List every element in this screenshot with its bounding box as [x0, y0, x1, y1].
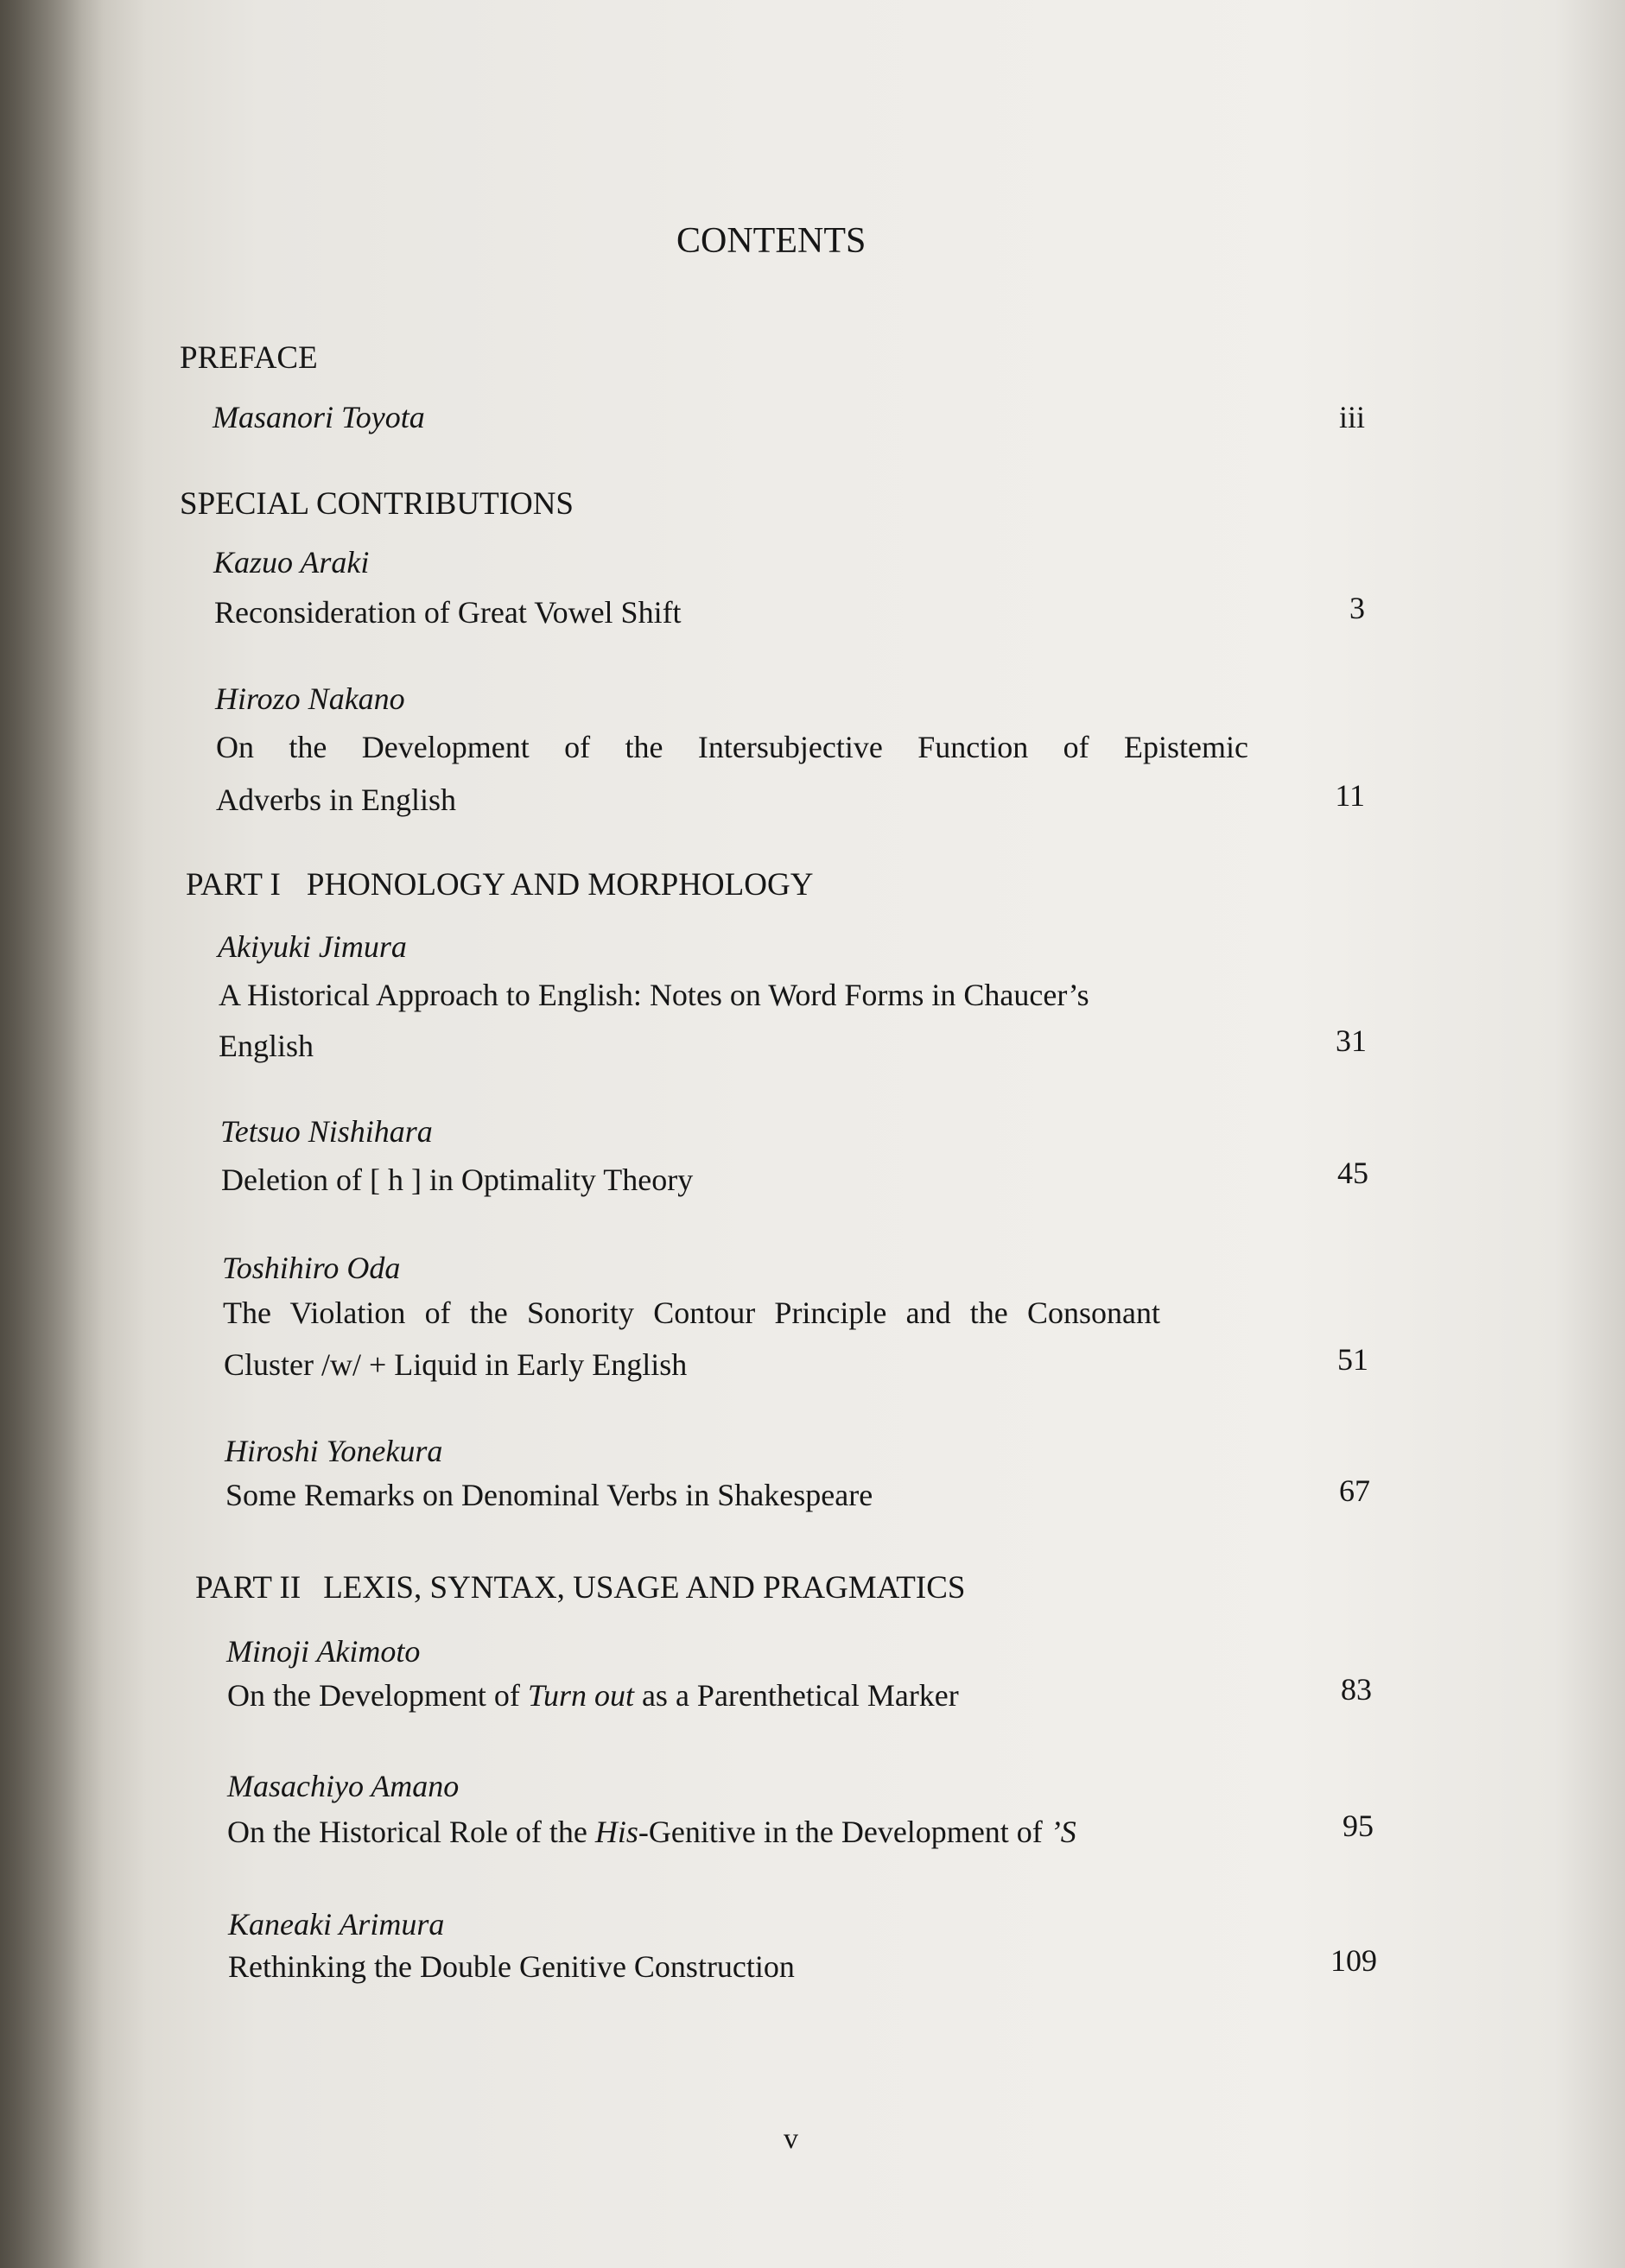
title-italic-term: His — [594, 1815, 638, 1849]
toc-author: Tetsuo Nishihara — [220, 1114, 433, 1149]
toc-page-number: 109 — [1330, 1943, 1377, 1978]
title-italic-term: Turn out — [527, 1678, 634, 1713]
toc-page-number: 3 — [1349, 591, 1365, 625]
toc-title: Deletion of [ h ] in Optimality Theory — [221, 1163, 694, 1197]
page-title: CONTENTS — [676, 221, 866, 261]
section-heading-special: SPECIAL CONTRIBUTIONS — [180, 486, 574, 522]
section-heading-preface: PREFACE — [180, 340, 318, 376]
toc-author: Masanori Toyota — [213, 400, 425, 434]
toc-title: Rethinking the Double Genitive Construction — [228, 1949, 795, 1984]
part-number: PART I — [186, 867, 281, 903]
page-gutter-shadow — [0, 0, 104, 2268]
part-number: PART II — [195, 1570, 302, 1606]
toc-title: Reconsideration of Great Vowel Shift — [214, 595, 682, 630]
toc-title-line: The Violation of the Sonority Contour Principle and the Consonant — [223, 1296, 1160, 1330]
part-title: PHONOLOGY AND MORPHOLOGY — [306, 867, 814, 903]
toc-page-number: 45 — [1337, 1156, 1368, 1190]
toc-title-line: Cluster /w/ + Liquid in Early English — [224, 1347, 688, 1382]
toc-author: Masachiyo Amano — [227, 1769, 460, 1803]
page-number-footer: v — [784, 2123, 798, 2155]
toc-page-number: 83 — [1341, 1672, 1372, 1707]
toc-title: On the Historical Role of the His-Genitive in the Development of ’S — [227, 1815, 1076, 1849]
toc-author: Kazuo Araki — [213, 545, 370, 580]
toc-page-number: 31 — [1336, 1023, 1367, 1058]
toc-title-line: A Historical Approach to English: Notes on Word Forms in Chaucer’s — [219, 978, 1089, 1012]
toc-author: Hirozo Nakano — [215, 681, 405, 716]
section-heading-part1 — [186, 869, 813, 901]
toc-page-number: 95 — [1343, 1809, 1374, 1843]
toc-page-number: iii — [1338, 400, 1365, 434]
toc-author: Akiyuki Jimura — [218, 929, 407, 964]
toc-page-number: 67 — [1339, 1473, 1370, 1508]
title-italic-term: ’S — [1050, 1815, 1076, 1849]
toc-author: Toshihiro Oda — [222, 1251, 401, 1285]
toc-title: Some Remarks on Denominal Verbs in Shakespeare — [225, 1478, 873, 1512]
toc-title: On the Development of Turn out as a Parenthetical Marker — [227, 1678, 959, 1713]
part-title: LEXIS, SYNTAX, USAGE AND PRAGMATICS — [323, 1570, 966, 1606]
toc-page-number: 51 — [1337, 1342, 1368, 1377]
toc-title-line: Adverbs in English — [216, 782, 456, 817]
toc-title-line: On the Development of the Intersubjective Function of Epistemic — [216, 730, 1248, 764]
toc-page-number: 11 — [1335, 778, 1365, 813]
section-heading-part2 — [195, 1572, 965, 1604]
toc-author: Kaneaki Arimura — [228, 1907, 445, 1942]
toc-author: Minoji Akimoto — [226, 1634, 421, 1669]
toc-author: Hiroshi Yonekura — [225, 1434, 443, 1468]
toc-title-line: English — [219, 1029, 314, 1063]
